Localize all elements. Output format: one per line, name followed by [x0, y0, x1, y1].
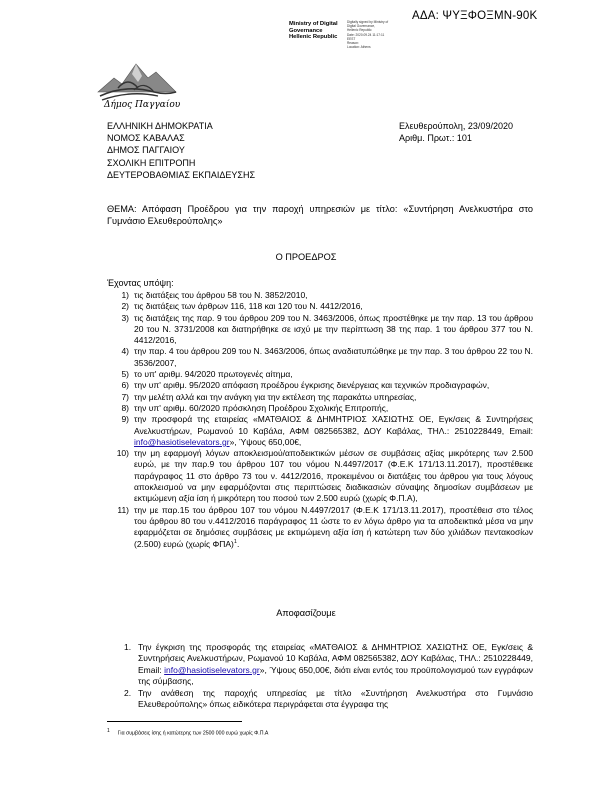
issuer-line: ΝΟΜΟΣ ΚΑΒΑΛΑΣ [107, 133, 185, 144]
item-text: Την έγκριση της προσφοράς της εταιρείας «ΜΑΤΘΑΙΟΣ & ΔΗΜΗΤΡΙΟΣ ΧΑΣΙΩΤΗΣ ΟΕ, Εγκ/σεις & Συντηρήσεις Ανελκυστήρων, Ρωμανού 10 Καβάλα, ΑΦΜ 082565382, ΔΟΥ Καβάλας, ΤΗΛ.: 2510228449, Email: [138, 642, 533, 675]
considering-intro: Έχοντας υπόψη: [107, 278, 174, 288]
signature-detail-line: Reason: [347, 41, 359, 46]
issuer-line: ΔΗΜΟΣ ΠΑΓΓΑΙΟΥ [107, 145, 185, 156]
considerations-list [107, 290, 533, 550]
footnote-reference[interactable]: 1 [233, 538, 237, 545]
item-text: την παρ. 4 του άρθρου 209 του Ν. 3463/2006, όπως αναδιατυπώθηκε με την παρ. 3 του άρθρου 22 του Ν. 3536/2007, [134, 346, 533, 368]
document-date: Ελευθερούπολη, 23/09/2020 [399, 121, 513, 131]
ada-code: ΑΔΑ: ΨΥΞΦΟΞΜΝ-90Κ [412, 10, 538, 22]
item-text: τις διατάξεις του άρθρου 58 του Ν. 3852/2010, [134, 290, 308, 300]
issuer-block [107, 120, 255, 181]
item-text-end: », Ύψους 650,00€, [229, 436, 302, 447]
consideration-item [107, 313, 533, 347]
municipality-logo-text: Δήμος Παγγαίου [104, 100, 181, 110]
president-heading: Ο ΠΡΟΕΔΡΟΣ [275, 252, 337, 262]
consideration-item [107, 380, 533, 391]
protocol-number: Αριθμ. Πρωτ.: 101 [399, 133, 472, 144]
item-text: την υπ' αριθμ. 60/2020 πρόσκληση Προέδρου Σχολικής Επιτροπής, [134, 402, 389, 413]
consideration-item [107, 301, 533, 312]
item-text: την μελέτη αλλά και την ανάγκη για την εκτέλεση της παρακάτω υπηρεσίας, [134, 391, 417, 402]
subject: ΘΕΜΑ: Απόφαση Προέδρου για την παροχή υπηρεσιών με τίτλο: «Συντήρηση Ανελκυστήρα στο Γυμνάσιο Ελευθερούπολης» [107, 204, 533, 227]
item-number: 2) [121, 301, 129, 312]
item-text: το υπ' αριθμ. 94/2020 πρωτογενές αίτημα, [134, 369, 293, 380]
footnote [107, 728, 268, 737]
decide-heading: Αποφασίζουμε [276, 608, 336, 618]
footnote-divider [107, 721, 242, 722]
decision-item [107, 642, 533, 688]
signature-detail-line: Hellenic Republic [347, 28, 372, 33]
signature-org-line: Hellenic Republic [289, 34, 338, 41]
consideration-item [107, 346, 533, 369]
item-text: την με παρ.15 του άρθρου 107 του νόμου Ν.4497/2017 (Φ.Ε.Κ 171/13.11.2017), προστέθεισ στο τέλος του άρθρου 80 του ν.4412/2016 παράγραφος 11 ώστε το εν λόγω άρθρο για τα αποδεικτικά μέσα να μην εφαρμόζεται σε δημόσιες συμβάσεις με εκτιμώμενη αξία ίση ή κατώτερη των δύο χιλιάδων πεντακοσίων (2.500) ευρώ (χωρίς ΦΠΑ) [134, 504, 533, 549]
item-number: 10) [116, 448, 129, 459]
item-number: 4) [121, 346, 129, 357]
item-text: Την ανάθεση της παροχής υπηρεσίας με τίτλο «Συντήρηση Ανελκυστήρα στο Γυμνάσιο Ελευθερούπολης» όπως ειδικότερα περιγράφεται στα έγγραφα της [138, 687, 533, 710]
digital-signature-org [289, 21, 349, 41]
signature-org-line: Governance [289, 27, 323, 34]
issuer-line: ΔΕΥΤΕΡΟΒΑΘΜΙΑΣ ΕΚΠΑΙΔΕΥΣΗΣ [107, 169, 256, 180]
signature-org-line: Ministry of Digital [289, 21, 338, 27]
email-link[interactable]: info@hasiotiselevators.gr [134, 436, 230, 447]
consideration-item [107, 448, 533, 504]
item-number: 1. [124, 642, 132, 652]
signature-detail-line: Digitally signed by Ministry of [347, 20, 389, 24]
footnote-number: 1 [107, 728, 110, 734]
consideration-item [107, 392, 533, 403]
signature-detail-line: Digital Governance, [347, 24, 375, 29]
signature-detail-line: Date: 2020.09.24 11:17:11 [347, 32, 385, 37]
email-link[interactable]: info@hasiotiselevators.gr [164, 664, 260, 675]
issuer-line: ΣΧΟΛΙΚΗ ΕΠΙΤΡΟΠΗ [107, 157, 196, 168]
item-number: 6) [121, 380, 129, 391]
signature-detail-line: EEST [347, 36, 356, 41]
item-text: τις διατάξεις των άρθρων 116, 118 και 120 του Ν. 4412/2016, [134, 301, 363, 312]
item-number: 1) [121, 290, 129, 300]
item-number: 11) [117, 504, 129, 515]
item-text: την υπ' αριθμ. 95/2020 απόφαση προέδρου έγκρισης διενέργειας και τεχνικών προδιαγραφών, [134, 380, 490, 391]
issuer-line: ΕΛΛΗΝΙΚΗ ΔΗΜΟΚΡΑΤΙΑ [107, 121, 213, 131]
consideration-item [107, 403, 533, 414]
footnote-text: Για συμβάσεις ίσης ή κατώτερης των 2500 000 ευρώ χωρίς Φ.Π.Α [117, 730, 269, 737]
item-number: 3) [121, 312, 129, 323]
item-number: 2. [124, 687, 132, 698]
date-protocol-block [399, 120, 513, 144]
item-text-end: », Ύψους 650,00€, διότι είναι εντός του προϋπολογισμού των εγγράφων της σύμβασης, [138, 664, 533, 687]
consideration-item [107, 290, 533, 301]
consideration-item [107, 369, 533, 380]
digital-signature-details [347, 20, 417, 49]
item-number: 8) [121, 402, 129, 413]
item-number: 5) [121, 369, 129, 380]
item-number: 7) [121, 391, 129, 402]
item-text-end: . [236, 538, 240, 549]
item-text: την προσφορά της εταιρείας «ΜΑΤΘΑΙΟΣ & ΔΗΜΗΤΡΙΟΣ ΧΑΣΙΩΤΗΣ ΟΕ, Εγκ/σεις & Συντηρήσεις Ανελκυστήρων, Ρωμανού 10 Καβάλα, ΑΦΜ 082565382, ΔΟΥ Καβάλας, ΤΗΛ.: 2510228449, Email: [134, 414, 533, 436]
item-text: την μη εφαρμογή λόγων αποκλεισμού/αποδεικτικών μέσων σε συμβάσεις αξίας μικρότερης των 2.500 ευρώ, με την παρ.9 του άρθρου 107 του νόμου Ν.4497/2017 (Φ.Ε.Κ 171/13.11.2017), προστέθεικε παράγραφος 11 στο άρθρο 73 του ν. 4412/2016, προκειμένου οι διατάξεις του άρθρου για τους λόγους αποκλεισμού να μην εφαρμόζονται στις περιπτώσεις διαδικασιών σύναψης δημοσίων συμβάσεων με εκτιμώμενη αξία ίση ή μικρότερη του ποσού των 2.500 ευρώ (χωρίς Φ.Π.Α), [134, 448, 533, 504]
consideration-item [107, 414, 533, 448]
decision-item [107, 688, 533, 711]
item-number: 9) [121, 414, 129, 425]
consideration-item [107, 505, 533, 550]
signature-detail-line: Location: Athens [347, 45, 371, 50]
decisions-list [107, 642, 533, 710]
item-text: τις διατάξεις της παρ. 9 του άρθρου 209 του Ν. 3463/2006, όπως προστέθηκε με την παρ. 13 του άρθρου 20 του Ν. 3731/2008 και διατηρήθηκε σε ισχύ με την περίπτωση 38 της παρ. 1 του άρθρου 377 του Ν. 4412/2016, [134, 312, 533, 346]
